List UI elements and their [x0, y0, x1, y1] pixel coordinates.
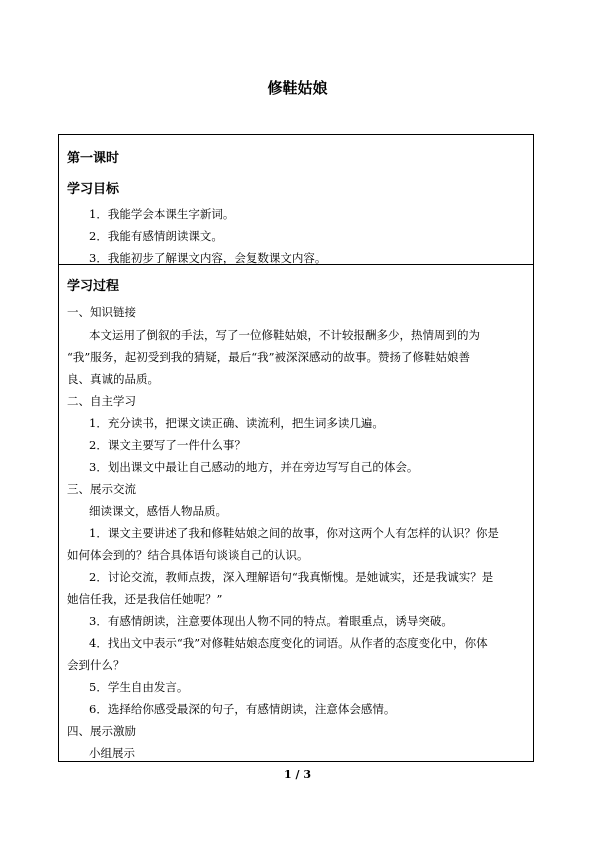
process-heading: 学习过程 — [67, 279, 120, 294]
part3-item3: 3．有感情朗读，注意要体现出人物不同的特点。着眼重点，诱导突破。 — [89, 614, 453, 628]
part1-heading: 一、知识链接 — [67, 305, 136, 319]
part3-item1-line2: 如何体会到的？结合具体语句谈谈自己的认识。 — [67, 548, 309, 562]
part3-item5: 5．学生自由发言。 — [89, 680, 189, 694]
part4-heading: 四、展示激励 — [67, 724, 136, 738]
goals-heading: 学习目标 — [67, 182, 120, 197]
part3-heading: 三、展示交流 — [67, 482, 136, 496]
part1-line-3: 良、真诚的品质。 — [67, 372, 159, 386]
lesson-label: 第一课时 — [67, 151, 120, 166]
part4-intro: 小组展示 — [89, 746, 135, 760]
lesson-goals-cell — [58, 134, 534, 265]
part3-item4-line2: 会到什么？ — [67, 658, 125, 672]
part3-item6: 6．选择给你感受最深的句子，有感情朗读，注意体会感情。 — [89, 702, 396, 716]
learning-process-cell — [58, 265, 534, 762]
part3-intro: 细读课文，感悟人物品质。 — [89, 504, 227, 518]
goal-item-1: 1．我能学会本课生字新词。 — [89, 207, 235, 221]
part2-item-2: 2．课文主要写了一件什么事？ — [89, 438, 246, 452]
part3-item4-line1: 4．找出文中表示“我”对修鞋姑娘态度变化的词语。从作者的态度变化中，你体 — [89, 636, 488, 650]
page-number: 1 / 3 — [284, 768, 311, 781]
part2-heading: 二、自主学习 — [67, 394, 136, 408]
goal-item-3: 3．我能初步了解课文内容，会复数课文内容。 — [89, 251, 327, 265]
part1-line-2: “我”服务，起初受到我的猜疑，最后“我”被深深感动的故事。赞扬了修鞋姑娘善 — [67, 350, 471, 364]
document-title: 修鞋姑娘 — [267, 79, 328, 97]
goal-item-2: 2．我能有感情朗读课文。 — [89, 229, 223, 243]
part3-item1-line1: 1．课文主要讲述了我和修鞋姑娘之间的故事，你对这两个人有怎样的认识？你是 — [89, 526, 499, 540]
part2-item-3: 3．划出课文中最让自己感动的地方，并在旁边写写自己的体会。 — [89, 460, 419, 474]
part1-line-1: 本文运用了倒叙的手法，写了一位修鞋姑娘，不计较报酬多少，热情周到的为 — [89, 328, 480, 342]
part3-item2-line1: 2．讨论交流，教师点拨，深入理解语句“我真惭愧。是她诚实，还是我诚实？是 — [89, 570, 494, 584]
part3-item2-line2: 她信任我，还是我信任她呢？” — [67, 592, 223, 606]
part2-item-1: 1．充分读书，把课文读正确、读流利，把生词多读几遍。 — [89, 416, 384, 430]
